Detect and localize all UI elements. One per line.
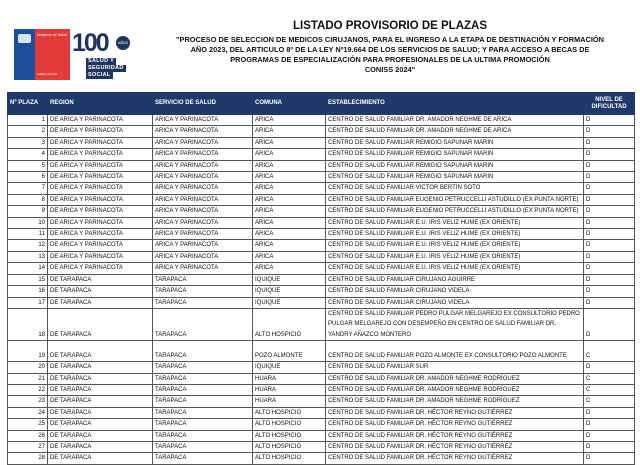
cell-plaza: 20 — [8, 362, 48, 373]
cell-plaza: 7 — [8, 183, 48, 194]
cell-nivel: D — [584, 263, 635, 274]
page-title: LISTADO PROVISORIO DE PLAZAS — [292, 20, 488, 32]
cell-comuna: ALTO HOSPICIO — [253, 419, 326, 430]
cell-nivel: D — [584, 172, 635, 183]
cell-region: DE ARICA Y PARINACOTA — [48, 183, 153, 194]
cell-nivel: D — [584, 137, 635, 148]
anniversary-number: 100 — [72, 29, 108, 57]
cell-establecimiento: CENTRO DE SALUD FAMILIAR EUGENIO PETRUCCELLI ASTUDILLO (EX PUNTA NORTE) — [326, 194, 584, 205]
cell-comuna: ARICA — [253, 240, 326, 251]
cell-region: DE ARICA Y PARINACOTA — [48, 217, 153, 228]
cell-plaza: 5 — [8, 160, 48, 171]
cell-establecimiento: CENTRO DE SALUD FAMILIAR POZO ALMONTE EX CONSULTORIO POZO ALMONTE — [326, 341, 584, 362]
cell-plaza: 21 — [8, 373, 48, 384]
cell-establecimiento: CENTRO DE SALUD FAMILIAR DR. HÉCTOR REYNO GUTIÉRREZ — [326, 419, 584, 430]
gobierno-label: Gobierno de Chile — [37, 73, 58, 76]
cell-region: DE ARICA Y PARINACOTA — [48, 194, 153, 205]
table-row — [8, 240, 635, 251]
cell-servicio: TARAPACA — [153, 308, 253, 340]
cell-comuna: ALTO HOSPICIO — [253, 430, 326, 441]
cell-servicio: TARAPACA — [153, 419, 253, 430]
cell-establecimiento: CENTRO DE SALUD FAMILIAR DR. AMADOR NEGHME RODRÍGUEZ — [326, 373, 584, 384]
cell-region: DE TARAPACA — [48, 373, 153, 384]
table-row — [8, 194, 635, 205]
cell-plaza: 2 — [8, 126, 48, 137]
cell-nivel: C — [584, 373, 635, 384]
cell-servicio: TARAPACA — [153, 407, 253, 418]
cell-comuna: IQUIQUE — [253, 274, 326, 285]
cell-comuna: ALTO HOSPICIO — [253, 308, 326, 340]
cell-plaza: 28 — [8, 453, 48, 464]
table-row — [8, 362, 635, 373]
document-header — [140, 20, 640, 75]
cell-comuna: HUARA — [253, 373, 326, 384]
cell-comuna: HUARA — [253, 396, 326, 407]
col-header-servicio: SERVICIO DE SALUD — [153, 93, 253, 115]
cell-region: DE TARAPACA — [48, 341, 153, 362]
cell-servicio: ARICA Y PARINACOTA — [153, 251, 253, 262]
cell-nivel: D — [584, 160, 635, 171]
cell-establecimiento: CENTRO DE SALUD FAMILIAR SUR — [326, 362, 584, 373]
cell-comuna: ARICA — [253, 194, 326, 205]
table-row — [8, 308, 635, 340]
cell-nivel: D — [584, 217, 635, 228]
cell-nivel: D — [584, 430, 635, 441]
cell-establecimiento: CENTRO DE SALUD FAMILIAR REMIGIO SAPUNAR MARIN — [326, 160, 584, 171]
cell-establecimiento: CENTRO DE SALUD FAMILIAR E.U. IRIS VELIZ HUME (EX ORIENTE) — [326, 217, 584, 228]
cell-establecimiento: CENTRO DE SALUD FAMILIAR CIRUJANO VIDELA — [326, 286, 584, 297]
cell-establecimiento: CENTRO DE SALUD FAMILIAR E.U. IRIS VELIZ HUME (EX ORIENTE) — [326, 263, 584, 274]
anniversary-line: SOCIAL — [88, 72, 111, 78]
cell-region: DE TARAPACA — [48, 308, 153, 340]
cell-comuna: IQUIQUE — [253, 362, 326, 373]
cell-plaza: 15 — [8, 274, 48, 285]
col-header-nivel: NIVEL DE DIFICULTAD — [584, 93, 635, 115]
cell-region: DE ARICA Y PARINACOTA — [48, 251, 153, 262]
table-row — [8, 160, 635, 171]
cell-establecimiento: CENTRO DE SALUD FAMILIAR VICTOR BERTIN SOTO — [326, 183, 584, 194]
table-row — [8, 206, 635, 217]
cell-comuna: POZO ALMONTE — [253, 341, 326, 362]
cell-nivel: D — [584, 206, 635, 217]
cell-nivel: D — [584, 115, 635, 126]
cell-establecimiento: CENTRO DE SALUD FAMILIAR DR. HÉCTOR REYNO GUTIÉRREZ — [326, 453, 584, 464]
cell-region: DE TARAPACA — [48, 274, 153, 285]
cell-region: DE ARICA Y PARINACOTA — [48, 115, 153, 126]
cell-comuna: ALTO HOSPICIO — [253, 441, 326, 452]
cell-comuna: ALTO HOSPICIO — [253, 407, 326, 418]
cell-nivel: D — [584, 194, 635, 205]
col-header-comuna: COMUNA — [253, 93, 326, 115]
cell-plaza: 11 — [8, 229, 48, 240]
logo-blue-block — [14, 29, 35, 80]
cell-plaza: 23 — [8, 396, 48, 407]
cell-establecimiento: CENTRO DE SALUD FAMILIAR DR. HÉCTOR REYNO GUTIÉRREZ — [326, 430, 584, 441]
table-row — [8, 183, 635, 194]
cell-nivel: D — [584, 297, 635, 308]
col-header-plaza: Nº PLAZA — [8, 93, 48, 115]
cell-plaza: 8 — [8, 194, 48, 205]
cell-plaza: 14 — [8, 263, 48, 274]
table-row — [8, 430, 635, 441]
cell-servicio: TARAPACA — [153, 430, 253, 441]
cell-region: DE TARAPACA — [48, 407, 153, 418]
cell-nivel: D — [584, 441, 635, 452]
plazas-table — [7, 92, 635, 465]
table-row — [8, 453, 635, 464]
cell-establecimiento: CENTRO DE SALUD FAMILIAR DR. HÉCTOR REYNO GUTIÉRREZ — [326, 407, 584, 418]
cell-establecimiento: CENTRO DE SALUD FAMILIAR CIRUJANO AGUIRRE — [326, 274, 584, 285]
cell-servicio: TARAPACA — [153, 286, 253, 297]
cell-region: DE TARAPACA — [48, 362, 153, 373]
cell-establecimiento: CENTRO DE SALUD FAMILIAR DR. AMADOR NEGHME DE ARICA — [326, 126, 584, 137]
ministry-name: Ministerio de Salud — [37, 33, 67, 37]
cell-plaza: 25 — [8, 419, 48, 430]
subtitle-line: AÑO 2023, DEL ARTICULO 8º DE LA LEY Nº19.664 DE LOS SERVICIOS DE SALUD; Y PARA ACCESO A BECAS DE — [190, 45, 590, 54]
cell-servicio: TARAPACA — [153, 441, 253, 452]
table-row — [8, 115, 635, 126]
cell-servicio: ARICA Y PARINACOTA — [153, 126, 253, 137]
cell-region: DE ARICA Y PARINACOTA — [48, 126, 153, 137]
cell-establecimiento: CENTRO DE SALUD FAMILIAR E.U. IRIS VELIZ HUME (EX ORIENTE) — [326, 251, 584, 262]
cell-plaza: 10 — [8, 217, 48, 228]
cell-plaza: 6 — [8, 172, 48, 183]
cell-servicio: ARICA Y PARINACOTA — [153, 160, 253, 171]
cell-establecimiento: CENTRO DE SALUD FAMILIAR REMIGIO SAPUNAR MARIN — [326, 172, 584, 183]
table-row — [8, 384, 635, 395]
cell-servicio: ARICA Y PARINACOTA — [153, 206, 253, 217]
cell-region: DE TARAPACA — [48, 297, 153, 308]
cell-nivel: D — [584, 419, 635, 430]
cell-plaza: 19 — [8, 341, 48, 362]
cell-plaza: 27 — [8, 441, 48, 452]
cell-servicio: TARAPACA — [153, 384, 253, 395]
subtitle-line: PROGRAMAS DE ESPECIALIZACIÓN PARA PROFESIONALES DE LA ULTIMA PROMOCIÓN — [230, 55, 550, 64]
table-row — [8, 229, 635, 240]
cell-plaza: 26 — [8, 430, 48, 441]
subtitle-line: "PROCESO DE SELECCION DE MEDICOS CIRUJANOS, PARA EL INGRESO A LA ETAPA DE DESTINACIÓN Y FORMACIÓN — [176, 35, 604, 44]
cell-servicio: TARAPACA — [153, 453, 253, 464]
table-row — [8, 396, 635, 407]
cell-servicio: ARICA Y PARINACOTA — [153, 229, 253, 240]
cell-establecimiento: CENTRO DE SALUD FAMILIAR DR. HÉCTOR REYNO GUTIÉRREZ — [326, 441, 584, 452]
cell-region: DE ARICA Y PARINACOTA — [48, 229, 153, 240]
cell-servicio: TARAPACA — [153, 362, 253, 373]
table-row — [8, 274, 635, 285]
cell-establecimiento: CENTRO DE SALUD FAMILIAR REMIGIO SAPUNAR MARIN — [326, 149, 584, 160]
anniversary-anos: AÑOS — [116, 36, 130, 50]
100-anos-logo — [72, 30, 138, 80]
table-row — [8, 137, 635, 148]
cell-nivel: D — [584, 362, 635, 373]
cell-nivel: D — [584, 229, 635, 240]
table-row — [8, 407, 635, 418]
cell-servicio: TARAPACA — [153, 274, 253, 285]
cell-plaza: 13 — [8, 251, 48, 262]
cell-nivel: C — [584, 396, 635, 407]
cell-region: DE TARAPACA — [48, 384, 153, 395]
cell-servicio: ARICA Y PARINACOTA — [153, 183, 253, 194]
cell-establecimiento: CENTRO DE SALUD FAMILIAR E.U. IRIS VELIZ HUME (EX ORIENTE) — [326, 240, 584, 251]
cell-region: DE TARAPACA — [48, 441, 153, 452]
anniversary-line: SEGURIDAD — [88, 65, 124, 71]
table-row — [8, 172, 635, 183]
cell-comuna: ARICA — [253, 137, 326, 148]
cell-establecimiento: CENTRO DE SALUD FAMILIAR E.U. IRIS VELIZ HUME (EX ORIENTE) — [326, 229, 584, 240]
cell-comuna: ARICA — [253, 229, 326, 240]
cell-plaza: 18 — [8, 308, 48, 340]
cell-plaza: 9 — [8, 206, 48, 217]
cell-comuna: IQUIQUE — [253, 297, 326, 308]
table-row — [8, 373, 635, 384]
cell-nivel: D — [584, 407, 635, 418]
cell-establecimiento: CENTRO DE SALUD FAMILIAR EUGENIO PETRUCCELLI ASTUDILLO (EX PUNTA NORTE) — [326, 206, 584, 217]
cell-region: DE ARICA Y PARINACOTA — [48, 137, 153, 148]
subtitle-line: CONISS 2024" — [364, 65, 416, 74]
table-row — [8, 419, 635, 430]
coat-of-arms-icon — [18, 34, 31, 43]
cell-region: DE TARAPACA — [48, 430, 153, 441]
cell-plaza: 1 — [8, 115, 48, 126]
cell-nivel: D — [584, 251, 635, 262]
cell-establecimiento: CENTRO DE SALUD FAMILIAR REMIGIO SAPUNAR MARIN — [326, 137, 584, 148]
cell-comuna: ARICA — [253, 263, 326, 274]
cell-plaza: 16 — [8, 286, 48, 297]
cell-establecimiento: CENTRO DE SALUD FAMILIAR CIRUJANO VIDELA — [326, 297, 584, 308]
cell-servicio: ARICA Y PARINACOTA — [153, 172, 253, 183]
col-header-establecimiento: ESTABLECIMIENTO — [326, 93, 584, 115]
table-row — [8, 297, 635, 308]
cell-servicio: ARICA Y PARINACOTA — [153, 217, 253, 228]
cell-nivel: D — [584, 274, 635, 285]
cell-servicio: ARICA Y PARINACOTA — [153, 263, 253, 274]
cell-plaza: 17 — [8, 297, 48, 308]
table-row — [8, 263, 635, 274]
cell-establecimiento: CENTRO DE SALUD FAMILIAR DR. AMADOR NEGHME RODRÍGUEZ — [326, 396, 584, 407]
cell-comuna: IQUIQUE — [253, 286, 326, 297]
cell-nivel: D — [584, 308, 635, 340]
cell-plaza: 12 — [8, 240, 48, 251]
table-row — [8, 217, 635, 228]
cell-region: DE ARICA Y PARINACOTA — [48, 160, 153, 171]
cell-establecimiento: CENTRO DE SALUD FAMILIAR DR. AMADOR NEGHME RODRÍGUEZ — [326, 384, 584, 395]
anniversary-line: SALUD Y — [88, 58, 115, 64]
cell-plaza: 24 — [8, 407, 48, 418]
cell-establecimiento: CENTRO DE SALUD FAMILIAR DR. AMADOR NEGHME DE ARICA — [326, 115, 584, 126]
table-row — [8, 341, 635, 362]
table-row — [8, 286, 635, 297]
cell-comuna: ARICA — [253, 172, 326, 183]
cell-nivel: D — [584, 149, 635, 160]
cell-nivel: C — [584, 341, 635, 362]
cell-plaza: 22 — [8, 384, 48, 395]
cell-servicio: TARAPACA — [153, 396, 253, 407]
cell-comuna: ALTO HOSPICIO — [253, 453, 326, 464]
cell-comuna: ARICA — [253, 126, 326, 137]
cell-region: DE ARICA Y PARINACOTA — [48, 263, 153, 274]
cell-establecimiento: CENTRO DE SALUD FAMILIAR PEDRO PULGAR MELGAREJO EX CONSULTORIO PEDRO PULGAR MELGAREJO CON DESEMPEÑO EN CENTRO DE SALUD FAMILIAR DR. YANDRY AÑAZCO MONTERO — [326, 308, 584, 340]
cell-region: DE TARAPACA — [48, 286, 153, 297]
cell-region: DE TARAPACA — [48, 453, 153, 464]
cell-nivel: D — [584, 183, 635, 194]
cell-servicio: TARAPACA — [153, 341, 253, 362]
cell-region: DE TARAPACA — [48, 396, 153, 407]
cell-nivel: D — [584, 453, 635, 464]
table-row — [8, 149, 635, 160]
cell-region: DE TARAPACA — [48, 419, 153, 430]
table-header-row — [8, 93, 635, 115]
cell-servicio: ARICA Y PARINACOTA — [153, 115, 253, 126]
cell-nivel: D — [584, 286, 635, 297]
cell-comuna: ARICA — [253, 251, 326, 262]
table-row — [8, 441, 635, 452]
cell-region: DE ARICA Y PARINACOTA — [48, 172, 153, 183]
cell-servicio: ARICA Y PARINACOTA — [153, 194, 253, 205]
cell-comuna: ARICA — [253, 160, 326, 171]
cell-plaza: 4 — [8, 149, 48, 160]
cell-comuna: ARICA — [253, 149, 326, 160]
cell-region: DE ARICA Y PARINACOTA — [48, 240, 153, 251]
cell-comuna: ARICA — [253, 217, 326, 228]
cell-nivel: C — [584, 384, 635, 395]
cell-servicio: ARICA Y PARINACOTA — [153, 240, 253, 251]
cell-region: DE ARICA Y PARINACOTA — [48, 206, 153, 217]
cell-nivel: D — [584, 240, 635, 251]
cell-region: DE ARICA Y PARINACOTA — [48, 149, 153, 160]
ministerio-salud-logo — [14, 29, 70, 80]
cell-servicio: ARICA Y PARINACOTA — [153, 137, 253, 148]
cell-comuna: ARICA — [253, 183, 326, 194]
cell-comuna: ARICA — [253, 206, 326, 217]
table-row — [8, 126, 635, 137]
cell-plaza: 3 — [8, 137, 48, 148]
cell-servicio: TARAPACA — [153, 373, 253, 384]
cell-comuna: ARICA — [253, 115, 326, 126]
cell-comuna: HUARA — [253, 384, 326, 395]
cell-servicio: ARICA Y PARINACOTA — [153, 149, 253, 160]
cell-servicio: TARAPACA — [153, 297, 253, 308]
logo-red-block — [35, 29, 70, 80]
table-row — [8, 251, 635, 262]
cell-nivel: D — [584, 126, 635, 137]
col-header-region: REGION — [48, 93, 153, 115]
